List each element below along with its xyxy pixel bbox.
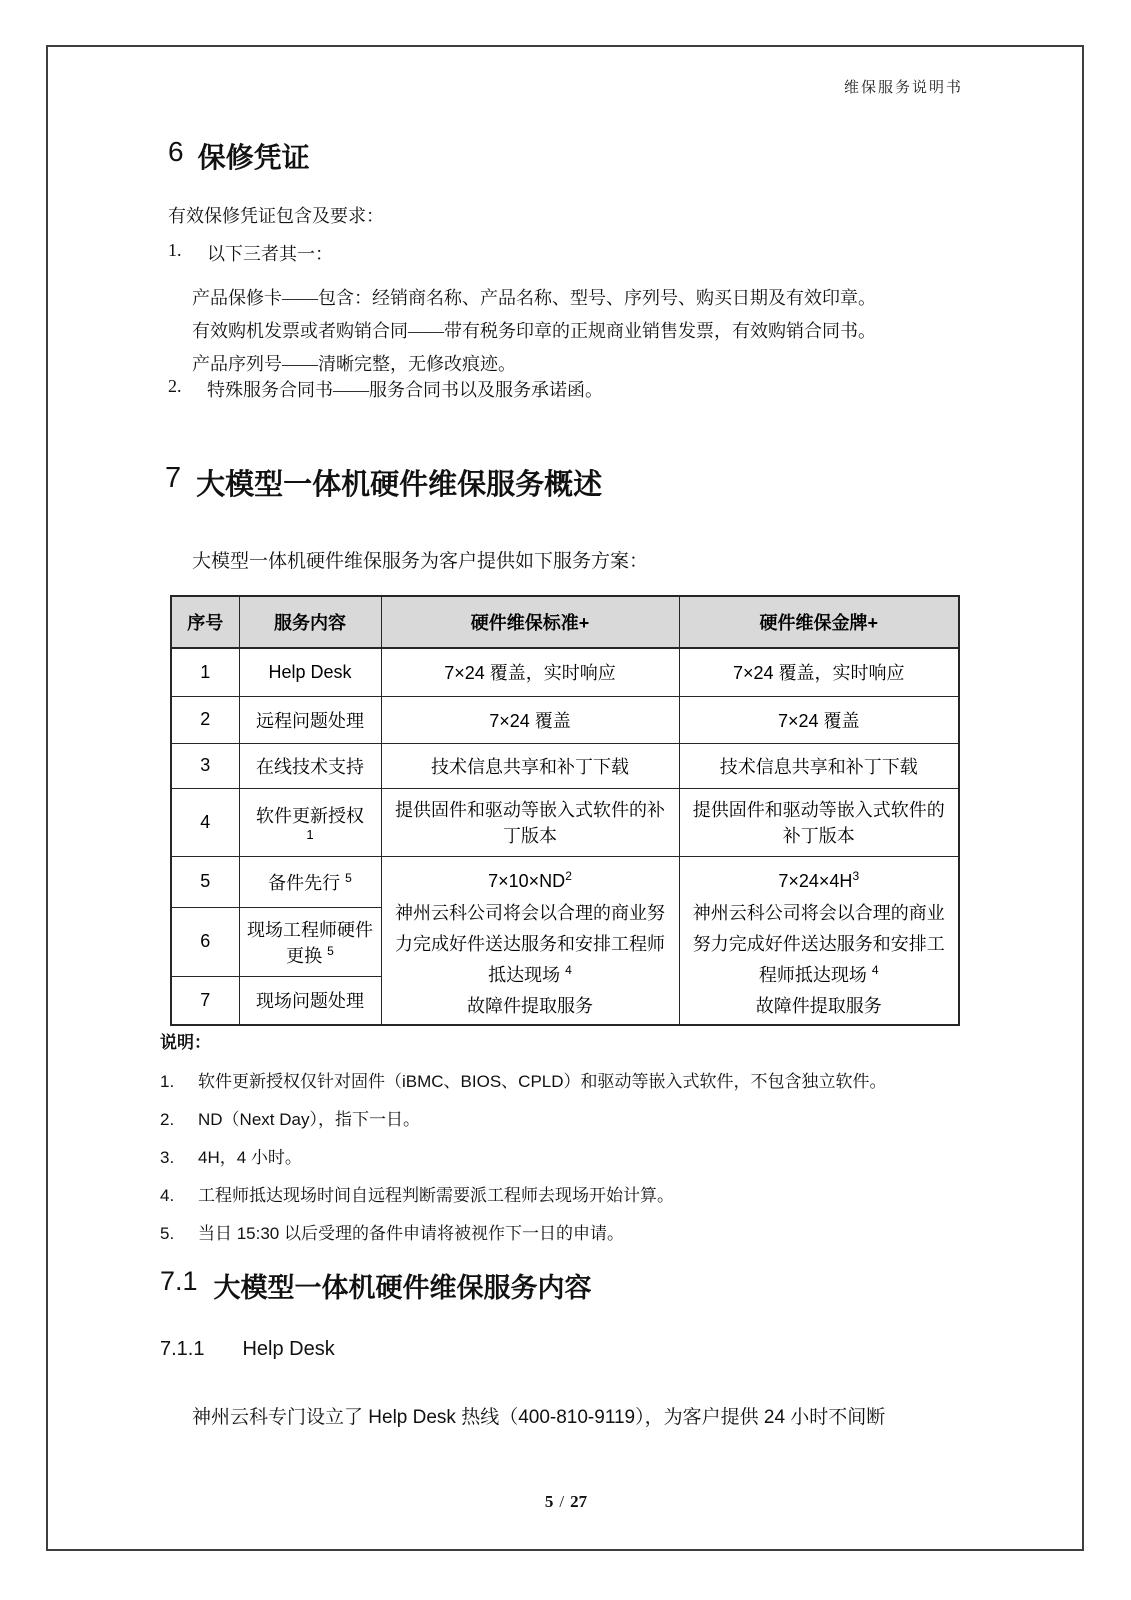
section-6-heading bbox=[168, 136, 310, 176]
section-7-1-1-title: Help Desk bbox=[242, 1338, 335, 1360]
note-number: 4. bbox=[160, 1186, 175, 1205]
list-number: 2. bbox=[168, 376, 182, 396]
sla-description bbox=[686, 898, 953, 991]
page-separator: / bbox=[559, 1492, 565, 1511]
cell-standard-merged bbox=[381, 856, 679, 1025]
service-plans-table bbox=[170, 595, 960, 1026]
notes-label: 说明： bbox=[160, 1033, 211, 1052]
description-footnote-ref: 4 bbox=[565, 962, 572, 977]
running-header: 维保服务说明书 bbox=[843, 80, 963, 96]
note-item-5 bbox=[160, 1223, 970, 1244]
total-pages: 27 bbox=[570, 1492, 588, 1511]
table-row bbox=[171, 743, 959, 788]
cell-standard: 提供固件和驱动等嵌入式软件的补丁版本 bbox=[381, 788, 679, 856]
note-text: 软件更新授权仅针对固件（iBMC、BIOS、CPLD）和驱动等嵌入式软件，不包含独立软件。 bbox=[198, 1072, 887, 1091]
sub-line-1: 产品保修卡——包含：经销商名称、产品名称、型号、序列号、购买日期及有效印章。 bbox=[192, 288, 876, 308]
note-text: ND（Next Day），指下一日。 bbox=[198, 1110, 420, 1129]
list-number: 1. bbox=[168, 240, 182, 260]
sla-extra-line: 故障件提取服务 bbox=[755, 995, 882, 1016]
cell-service bbox=[239, 856, 381, 907]
table-row bbox=[171, 856, 959, 907]
sla-text: 7×24×4H bbox=[778, 870, 853, 891]
col-header-standard-plan: 硬件维保标准+ bbox=[381, 596, 679, 648]
s6-subparagraph bbox=[192, 282, 992, 381]
sla-description bbox=[388, 898, 673, 991]
service-footnote-ref: 5 bbox=[327, 943, 334, 958]
col-header-gold-plan: 硬件维保金牌+ bbox=[679, 596, 959, 648]
col-header-service: 服务内容 bbox=[239, 596, 381, 648]
sla-line bbox=[686, 859, 953, 898]
col-header-no: 序号 bbox=[171, 596, 239, 648]
s6-list-item-1 bbox=[168, 240, 333, 266]
section-7-1-1-heading bbox=[160, 1338, 335, 1361]
section-7-1-1-number: 7.1.1 bbox=[160, 1338, 205, 1360]
note-item-4 bbox=[160, 1185, 970, 1206]
section-7-number: 7 bbox=[165, 462, 182, 494]
note-number: 1. bbox=[160, 1072, 175, 1091]
table-header-row bbox=[171, 596, 959, 648]
table-row bbox=[171, 696, 959, 743]
cell-service bbox=[239, 788, 381, 856]
current-page: 5 bbox=[544, 1492, 554, 1511]
note-text: 工程师抵达现场时间自远程判断需要派工程师去现场开始计算。 bbox=[198, 1186, 674, 1205]
sub-line-2: 有效购机发票或者购销合同——带有税务印章的正规商业销售发票，有效购销合同书。 bbox=[192, 321, 876, 341]
cell-no: 2 bbox=[171, 696, 239, 743]
section-7-heading bbox=[165, 462, 602, 503]
cell-gold-merged bbox=[679, 856, 959, 1025]
sla-description-text: 神州云科公司将会以合理的商业努力完成好件送达服务和安排工程师抵达现场 bbox=[692, 902, 945, 985]
page-number bbox=[46, 1492, 1086, 1512]
sla-extra-line: 故障件提取服务 bbox=[467, 995, 593, 1016]
note-number: 5. bbox=[160, 1224, 175, 1243]
service-label: 现场工程师硬件更换 bbox=[247, 919, 373, 966]
description-footnote-ref: 4 bbox=[871, 962, 879, 977]
cell-gold: 7×24 覆盖 bbox=[679, 696, 959, 743]
cell-service: 远程问题处理 bbox=[239, 696, 381, 743]
table-row bbox=[171, 788, 959, 856]
service-footnote-ref: 5 bbox=[345, 870, 352, 885]
section-7-1-title: 大模型一体机硬件维保服务内容 bbox=[213, 1273, 592, 1303]
cell-no: 7 bbox=[171, 977, 239, 1025]
list-text: 特殊服务合同书——服务合同书以及服务承诺函。 bbox=[207, 380, 603, 400]
sla-description-text: 神州云科公司将会以合理的商业努力完成好件送达服务和安排工程师抵达现场 bbox=[395, 902, 665, 985]
cell-service: 在线技术支持 bbox=[239, 743, 381, 788]
cell-gold: 技术信息共享和补丁下载 bbox=[679, 743, 959, 788]
sla-footnote-ref: 2 bbox=[565, 868, 572, 883]
note-number: 3. bbox=[160, 1148, 175, 1167]
service-label: 软件更新授权 bbox=[256, 806, 364, 826]
note-item-2 bbox=[160, 1109, 970, 1130]
notes-section bbox=[160, 1028, 970, 1261]
sla-line bbox=[388, 859, 673, 898]
note-text: 4H，4 小时。 bbox=[198, 1148, 302, 1167]
section-6-title: 保修凭证 bbox=[197, 142, 310, 173]
cell-gold: 7×24 覆盖，实时响应 bbox=[679, 648, 959, 696]
cell-standard: 技术信息共享和补丁下载 bbox=[381, 743, 679, 788]
list-text: 以下三者其一： bbox=[207, 244, 333, 264]
s6-intro-paragraph: 有效保修凭证包含及要求： bbox=[168, 206, 384, 226]
sla-text: 7×10×ND bbox=[488, 870, 566, 891]
note-item-1 bbox=[160, 1071, 970, 1092]
section-7-title: 大模型一体机硬件维保服务概述 bbox=[196, 469, 603, 501]
table-row bbox=[171, 648, 959, 696]
sla-footnote-ref: 3 bbox=[852, 868, 860, 883]
s7-intro-paragraph: 大模型一体机硬件维保服务为客户提供如下服务方案： bbox=[192, 551, 649, 572]
note-number: 2. bbox=[160, 1110, 175, 1129]
service-label: 备件先行 bbox=[268, 872, 346, 893]
sub-line-3: 产品序列号——清晰完整，无修改痕迹。 bbox=[192, 354, 516, 374]
section-7-1-heading bbox=[160, 1266, 592, 1305]
cell-no: 5 bbox=[171, 856, 239, 907]
note-text: 当日 15:30 以后受理的备件申请将被视作下一日的申请。 bbox=[198, 1224, 624, 1243]
cell-service bbox=[239, 907, 381, 976]
s6-list-item-2 bbox=[168, 376, 603, 402]
helpdesk-paragraph: 神州云科专门设立了 Help Desk 热线（400-810-9119），为客户提供 24 小时不间断 bbox=[192, 1407, 886, 1428]
cell-no: 4 bbox=[171, 788, 239, 856]
service-footnote-ref: 1 bbox=[306, 827, 314, 842]
cell-no: 1 bbox=[171, 648, 239, 696]
cell-no: 6 bbox=[171, 907, 239, 976]
cell-service: Help Desk bbox=[239, 648, 381, 696]
cell-no: 3 bbox=[171, 743, 239, 788]
cell-gold: 提供固件和驱动等嵌入式软件的补丁版本 bbox=[679, 788, 959, 856]
cell-standard: 7×24 覆盖，实时响应 bbox=[381, 648, 679, 696]
section-7-1-number: 7.1 bbox=[160, 1266, 198, 1296]
section-6-number: 6 bbox=[168, 136, 184, 167]
note-item-3 bbox=[160, 1147, 970, 1168]
cell-standard: 7×24 覆盖 bbox=[381, 696, 679, 743]
cell-service: 现场问题处理 bbox=[239, 977, 381, 1025]
